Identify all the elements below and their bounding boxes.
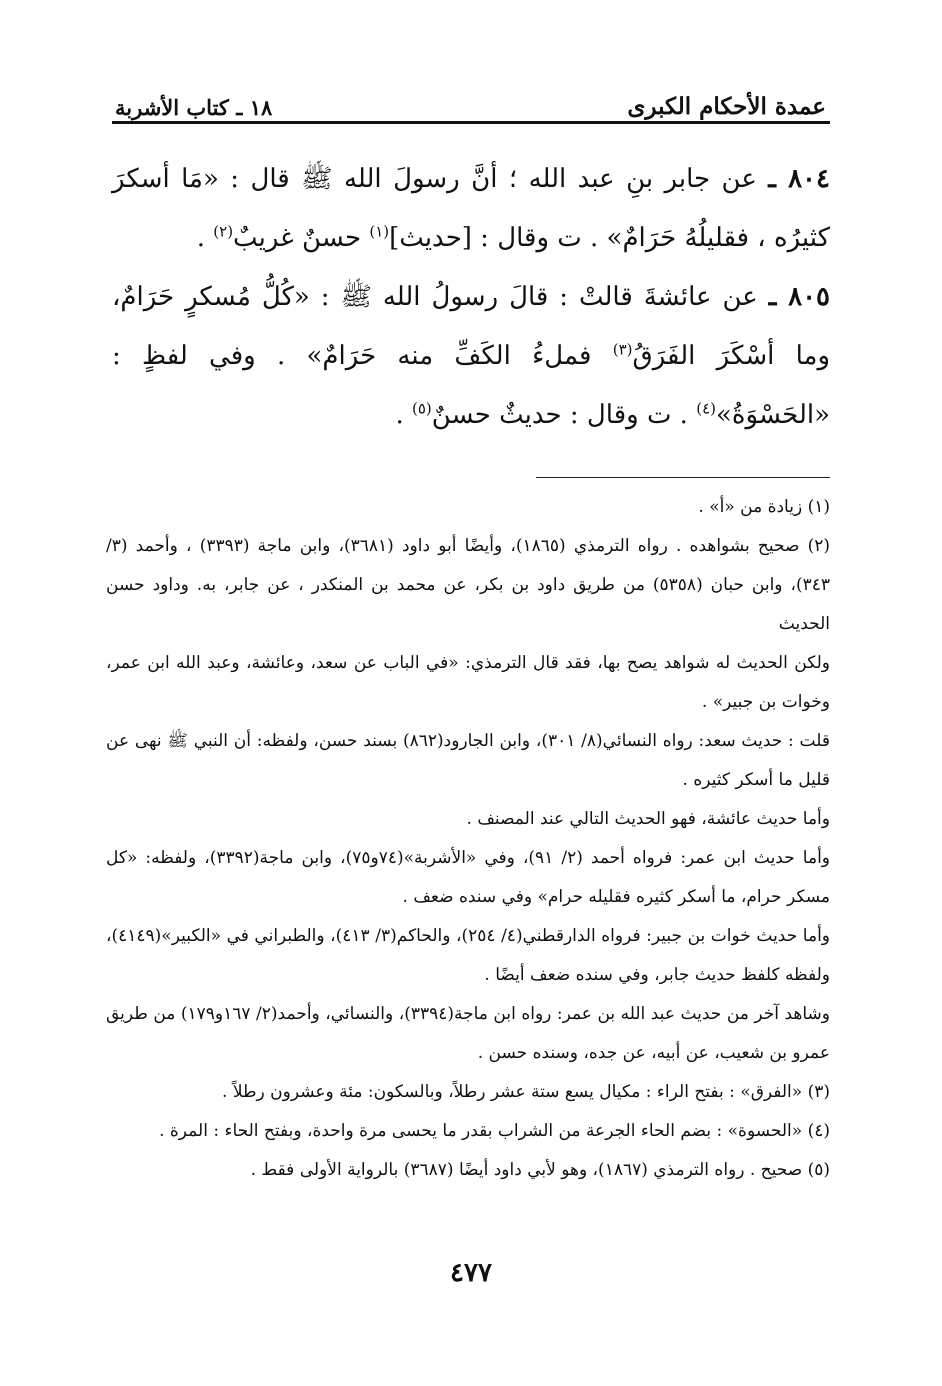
hadith-grade: حسنٌ غريبٌ <box>233 223 362 253</box>
footnote-item: (٢) صحيح بشواهده . رواه الترمذي (١٨٦٥)، وأيضًا أبو داود (٣٦٨١)، وابن ماجة (٣٣٩٣) ، وأحمد (٣/ ٣٤٣)، وابن حبان (٥٣٥٨) من طريق داود بن بكر، عن محمد بن المنكدر ، عن جابر، به. وداود حسن الحديث <box>106 536 830 634</box>
footnote-ref[interactable]: (٤) <box>696 399 716 418</box>
footnote-ref[interactable]: (٢) <box>213 222 234 241</box>
footnote-item: وأما حديث ابن عمر: فرواه أحمد (٢/ ٩١)، وفي «الأشربة»(٧٤و٧٥)، وابن ماجة(٣٣٩٢)، ولفظه: «كل مسكر حرام، ما أسكر كثيره فقليله حرام» وفي سنده ضعف . <box>106 848 831 907</box>
footnote-item: ولكن الحديث له شواهد يصح بها، فقد قال الترمذي: «في الباب عن سعد، وعائشة، وعبد الله ابن عمر، وخوات بن جبير» . <box>106 653 830 712</box>
hadith-805 <box>112 268 830 445</box>
footnote-item: وأما حديث خوات بن جبير: فرواه الدارقطني(٤/ ٢٥٤)، والحاكم(٣/ ٤١٣)، والطبراني في «الكبير»(٤١٤٩)، ولفظه كلفظ حديث جابر، وفي سنده ضعف أيضًا . <box>106 926 830 985</box>
hadith-number: ٨٠٤ ـ <box>768 164 830 194</box>
hadith-grade: . ت وقال : حديثٌ حسنٌ <box>431 400 688 430</box>
hadith-text: عن عائشةَ قالتْ : قالَ رسولُ الله ﷺ : «كُلُّ مُسكرٍ حَرَامٌ، وما أسْكَرَ الفَرَقُ <box>112 282 831 371</box>
header-rule <box>112 121 830 124</box>
page-header <box>115 80 826 120</box>
footnote-ref[interactable]: (٥) <box>412 399 432 418</box>
footnote-item: (٣) «الفرق» : بفتح الراء : مكيال يسع ستة عشر رطلاً، وبالسكون: مئة وعشرون رطلاً . <box>222 1082 830 1102</box>
running-title: عمدة الأحكام الكبرى <box>627 93 826 120</box>
footnote-ref[interactable]: (١) <box>369 222 390 241</box>
main-text <box>112 150 830 445</box>
footnote-item: (١) زيادة من «أ» . <box>698 497 830 517</box>
footnote-item: وشاهد آخر من حديث عبد الله بن عمر: رواه ابن ماجة(٣٣٩٤)، والنسائي، وأحمد(٢/ ١٦٧و١٧٩) من طريق عمرو بن شعيب، عن أبيه، عن جده، وسنده حسن . <box>106 1004 830 1063</box>
footnote-item: (٤) «الحسوة» : بضم الحاء الجرعة من الشراب بقدر ما يحسى مرة واحدة، وبفتح الحاء : المرة . <box>159 1121 830 1141</box>
page-number: ٤٧٧ <box>450 1258 492 1288</box>
footnote-ref[interactable]: (٣) <box>612 340 633 359</box>
hadith-text: عن جابر بنِ عبد الله ؛ أنَّ رسولَ الله ﷺ قال : «مَا أسكرَ كثيرُه ، فقليلُهُ حَرَامٌ» . ت وقال : [حديث] <box>112 164 830 253</box>
footnote-item: قلت : حديث سعد: رواه النسائي(٨/ ٣٠١)، وابن الجارود(٨٦٢) بسند حسن، ولفظه: أن النبي ﷺ نهى عن قليل ما أسكر كثيره . <box>106 731 831 790</box>
footnotes <box>106 488 830 1190</box>
sentence-end: . <box>395 400 404 430</box>
hadith-text-cont: فملءُ الكَفِّ منه حَرَامٌ» . وفي لفظٍ : «الحَسْوَةُ» <box>112 341 830 430</box>
footnote-item: وأما حديث عائشة، فهو الحديث التالي عند المصنف . <box>466 809 830 829</box>
hadith-number: ٨٠٥ ـ <box>768 282 831 312</box>
sentence-end: . <box>196 223 205 253</box>
hadith-804 <box>112 150 830 268</box>
running-chapter: ١٨ ـ كتاب الأشربة <box>115 95 273 120</box>
footnote-separator <box>536 477 830 478</box>
footnote-item: (٥) صحيح . رواه الترمذي (١٨٦٧)، وهو لأبي داود أيضًا (٣٦٨٧) بالرواية الأولى فقط . <box>250 1160 830 1180</box>
